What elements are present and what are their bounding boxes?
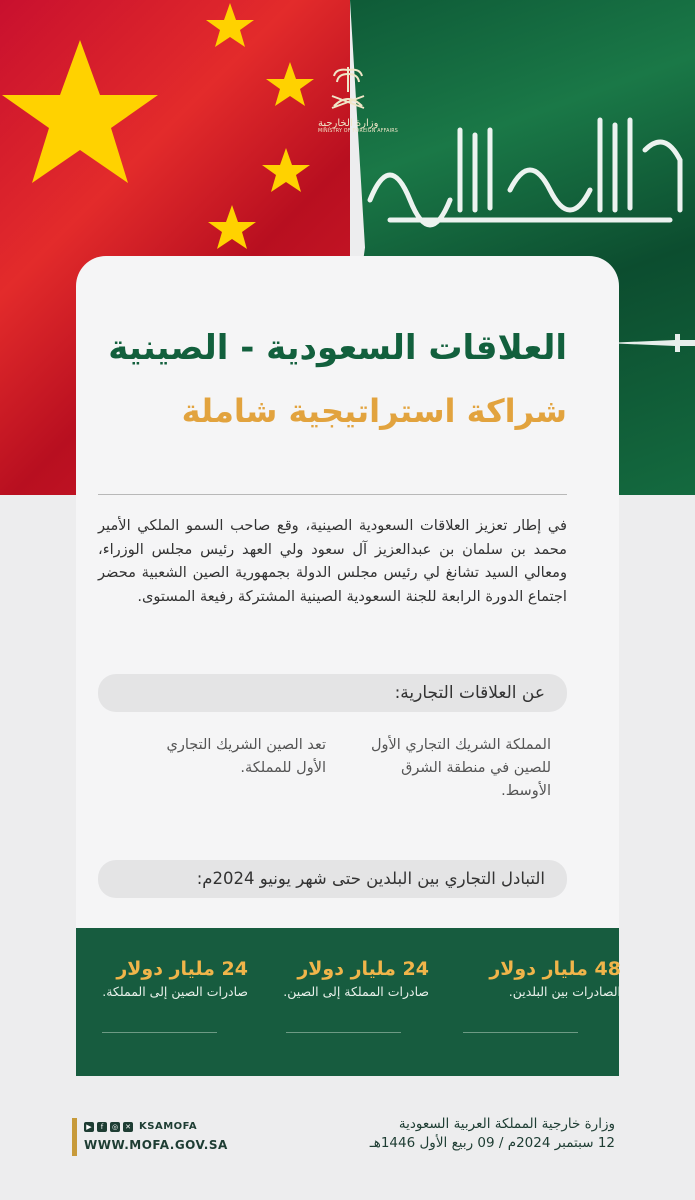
stat-rule [463,1032,578,1033]
ministry-name-english: MINISTRY OF FOREIGN AFFAIRS [318,129,399,134]
footer-accent-bar [72,1118,77,1156]
small-star-icon [206,3,254,47]
website-link[interactable]: WWW.MOFA.GOV.SA [84,1138,228,1152]
fact-kingdom-partner: المملكة الشريك التجاري الأول للصين في منطقة الشرق الأوسط. [370,737,551,799]
footer-info [370,1116,615,1151]
publish-date: 12 سبتمبر 2024م / 09 ربيع الأول 1446هـ [369,1135,615,1151]
x-icon[interactable]: ✕ [123,1122,133,1132]
page-title: العلاقات السعودية - الصينية [108,328,567,368]
ministry-full-name: وزارة خارجية المملكة العربية السعودية [398,1116,615,1132]
stat-label: الصادرات بين البلدين. [508,984,621,999]
stat-value: 24 مليار دولار [116,958,248,980]
stat-value: 24 مليار دولار [297,958,429,980]
trade-exchange-heading: التبادل التجاري بين البلدين حتى شهر يونيو 2024م: [98,860,567,898]
divider [98,494,567,495]
stat-kingdom-exports [279,958,429,999]
stat-label: صادرات المملكة إلى الصين. [283,984,429,999]
facebook-icon[interactable]: f [97,1122,107,1132]
small-star-icon [208,205,256,249]
youtube-icon[interactable]: ▶ [84,1122,94,1132]
palm-swords-emblem-icon [328,62,368,112]
stat-total-exports [471,958,621,999]
stat-rule [286,1032,401,1033]
shahada-calligraphy-icon [350,90,690,240]
fact-china-partner: تعد الصين الشريك التجاري الأول للمملكة. [166,737,326,776]
instagram-icon[interactable]: ◎ [111,1122,119,1131]
stats-band [76,928,619,1076]
large-star-icon [2,40,158,183]
social-icons [84,1121,197,1132]
small-star-icon [266,62,314,106]
stat-label: صادرات الصين إلى المملكة. [102,984,248,999]
stat-value: 48 مليار دولار [489,958,621,980]
ministry-name-arabic: وزارة الخارجية [318,118,379,129]
intro-paragraph: في إطار تعزيز العلاقات السعودية الصينية، وقع صاحب السمو الملكي الأمير محمد بن سلمان بن عبدالعزيز آل سعود ولي العهد رئيس مجلس الوزراء، ومعالي السيد تشانغ لي رئيس مجلس الدولة بجمهورية الصين الشعبية محضر اجتماع الدورة الرابعة للجنة السعودية الصينية المشتركة رفيعة المستوى. [98,517,567,605]
stat-rule [102,1032,217,1033]
ministry-logo [318,62,399,154]
trade-relations-heading: عن العلاقات التجارية: [98,674,567,712]
page-subtitle: شراكة استراتيجية شاملة [181,392,567,430]
small-star-icon [262,148,310,192]
social-handle[interactable]: KSAMOFA [139,1121,198,1132]
stat-china-exports [98,958,248,999]
